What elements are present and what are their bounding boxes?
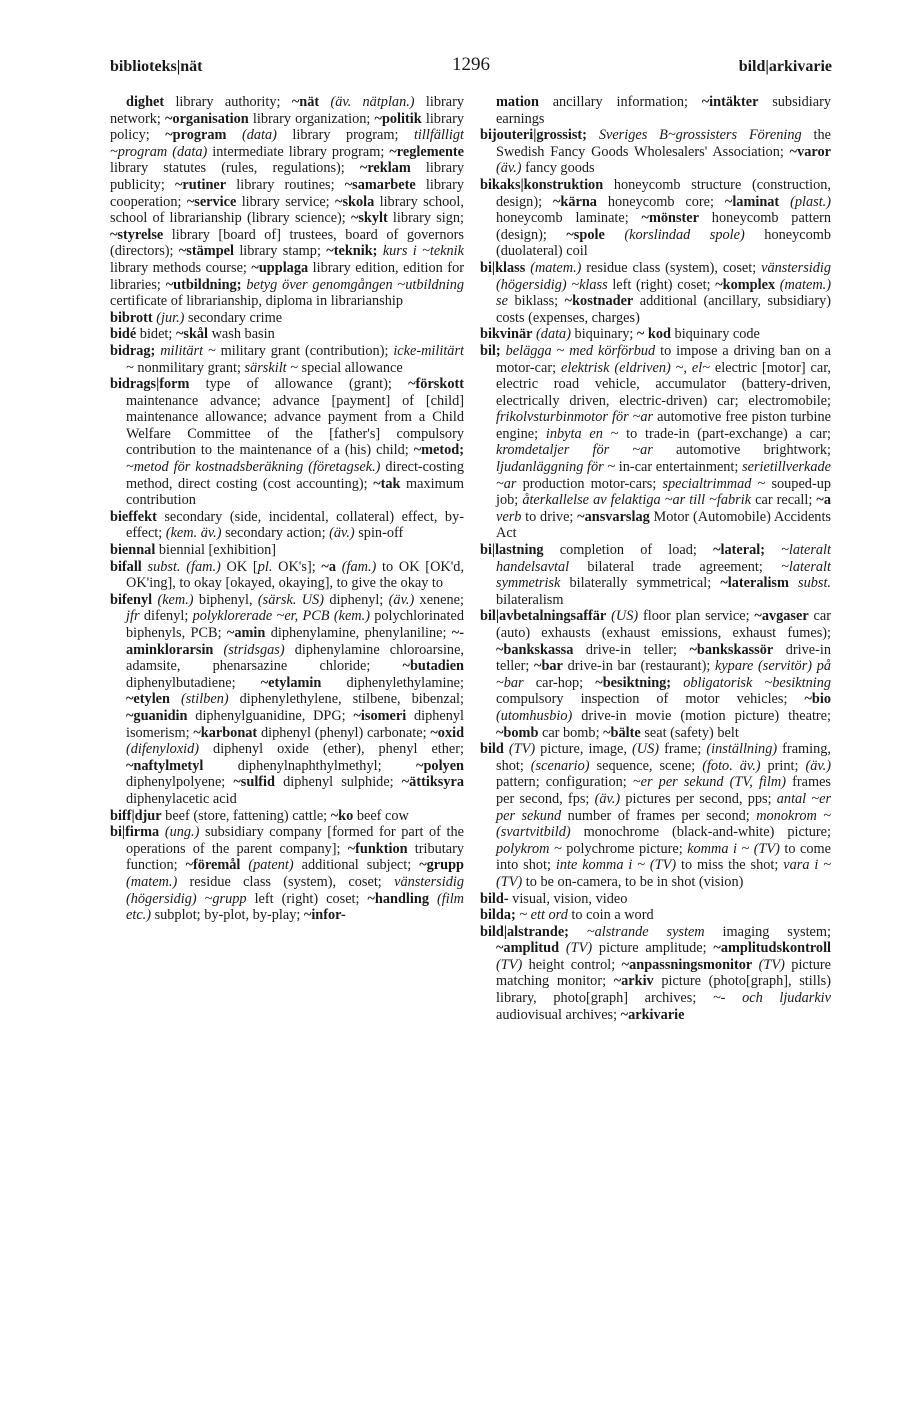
dictionary-entry: bifall subst. (fam.) OK [pl. OK's]; ~a (fam.) to OK [OK'd, OK'ing], to okay [okayed, okaying], to give the okay to <box>110 558 464 592</box>
header-last-entry: bild|arkivarie <box>738 58 832 75</box>
dictionary-entry: bil|avbetalningsaffär (US) floor plan service; ~avgaser car (auto) exhausts (exhaust emissions, exhaust fumes); ~bankskassa drive-in teller; ~bankskassör drive-in teller; ~bar drive-in bar (restaurant); kypare (servitör) på ~bar car-hop; ~besiktning; obligatorisk ~besiktning compulsory inspection of motor vehicles; ~bio (utomhusbio) drive-in movie (motion picture) theatre; ~bomb car bomb; ~bälte seat (safety) belt <box>480 608 831 741</box>
dictionary-entry: bi|firma (ung.) subsidiary company [formed for part of the operations of the parent company]; ~funktion tributary function; ~föremål (patent) additional subject; ~grupp (matem.) residue class (system), coset; vänstersidig (högersidig) ~grupp left (right) coset; ~handling (film etc.) subplot; by-plot, by-play; ~infor- <box>110 824 464 924</box>
header-first-entry: biblioteks|nät <box>110 58 203 75</box>
dictionary-entry: bidrags|form type of allowance (grant); ~förskott maintenance advance; advance [payment] of [child] maintenance allowance; advance payment from a Child Welfare Committee of the [father's] compulsory contribution to the maintenance of a (his) child; ~metod; ~metod för kostnadsberäkning (företagsek.) direct-costing method, direct costing (cost accounting); ~tak maximum contribution <box>110 376 464 509</box>
dictionary-entry: bikaks|konstruktion honeycomb structure (construction, design); ~kärna honeycomb core; ~laminat (plast.) honeycomb laminate; ~mönster honeycomb pattern (design); ~spole (korslindad spole) honeycomb (duolateral) coil <box>480 176 831 260</box>
dictionary-entry: bild (TV) picture, image, (US) frame; (inställning) framing, shot; (scenario) sequence, scene; (foto. äv.) print; (äv.) pattern; configuration; ~er per sekund (TV, film) frames per second, fps; (äv.) pictures per second, pps; antal ~er per sekund number of frames per second; monokrom ~ (svartvitbild) monochrome (black-and-white) picture; polykrom ~ polychrome picture; komma i ~ (TV) to come into shot; inte komma i ~ (TV) to miss the shot; vara i ~ (TV) to be on-camera, to be in shot (vision) <box>480 741 831 890</box>
running-header <box>110 54 832 84</box>
dictionary-entry: bi|klass (matem.) residue class (system), coset; vänstersidig (högersidig) ~klass left (right) coset; ~komplex (matem.) se biklass; ~kostnader additional (ancillary, subsidiary) costs (expenses, charges) <box>480 259 831 326</box>
dictionary-entry: bifenyl (kem.) biphenyl, (särsk. US) diphenyl; (äv.) xenene; jfr difenyl; polyklorerade ~er, PCB (kem.) polychlorinated biphenyls, PCB; ~amin diphenylamine, phenylaniline; ~-aminklorarsin (stridsgas) diphenylamine chloroarsine, adamsite, phenarsazine chloride; ~butadien diphenylbutadiene; ~etylamin diphenylethylamine; ~etylen (stilben) diphenylethylene, stilbene, bibenzal; ~guanidin diphenylguanidine, DPG; ~isomeri diphenyl isomerism; ~karbonat diphenyl (phenyl) carbonate; ~oxid (difenyloxid) diphenyl oxide (ether), phenyl ether; ~naftylmetyl diphenylnaphthylmethyl; ~polyen diphenylpolyene; ~sulfid diphenyl sulphide; ~ättiksyra diphenylacetic acid <box>110 591 464 807</box>
dictionary-entry: bil; belägga ~ med körförbud to impose a driving ban on a motor-car; elektrisk (eldriven) ~, el~ electric [motor] car, electric road vehicle, accumulator (battery-driven, electrically driven, electric-driven) car; electromobile; frikolvsturbinmotor för ~ar automotive free piston turbine engine; inbyta en ~ to trade-in (part-exchange) a car; kromdetaljer för ~ar automotive brightwork; ljudanläggning för ~ in-car entertainment; serietillverkade ~ar production motor-cars; specialtrimmad ~ souped-up job; återkallelse av felaktiga ~ar till ~fabrik car recall; ~a verb to drive; ~ansvarslag Motor (Automobile) Accidents Act <box>480 342 831 542</box>
dictionary-entry: dighet library authority; ~nät (äv. nätplan.) library network; ~organisation library organization; ~politik library policy; ~program (data) library program; tillfälligt ~program (data) intermediate library program; ~reglemente library statutes (rules, regulations); ~reklam library publicity; ~rutiner library routines; ~samarbete library cooperation; ~service library service; ~skola library school, school of librarianship (library science); ~skylt library sign; ~styrelse library [board of] trustees, board of governors (directors); ~stämpel library stamp; ~teknik; kurs i ~teknik library methods course; ~upplaga library edition, edition for libraries; ~utbildning; betyg över genomgången ~utbildning certificate of librarianship, diploma in librarianship <box>110 94 464 310</box>
dictionary-entry: biff|djur beef (store, fattening) cattle; ~ko beef cow <box>110 807 409 824</box>
dictionary-entry: bibrott (jur.) secondary crime <box>110 309 283 326</box>
dictionary-entry: bikvinär (data) biquinary; ~ kod biquinary code <box>480 326 760 343</box>
left-column <box>110 94 464 1394</box>
dictionary-entry: bild|alstrande; ~alstrande system imaging system; ~amplitud (TV) picture amplitude; ~amplitudskontroll (TV) height control; ~anpassningsmonitor (TV) picture matching monitor; ~arkiv picture (photo[graph], stills) library, photo[graph] archives; ~- och ljudarkiv audiovisual archives; ~arkivarie <box>480 923 831 1023</box>
dictionary-entry: mation ancillary information; ~intäkter subsidiary earnings <box>496 94 831 127</box>
dictionary-entry: biennal biennial [exhibition] <box>110 542 276 559</box>
dictionary-entry: bijouteri|grossist; Sveriges B~grossisters Förening the Swedish Fancy Goods Wholesalers' Association; ~varor (äv.) fancy goods <box>480 127 831 177</box>
dictionary-entry: bild- visual, vision, video <box>480 890 628 907</box>
dictionary-entry: bidrag; militärt ~ military grant (contribution); icke-militärt ~ nonmilitary grant; särskilt ~ special allowance <box>110 342 464 376</box>
dictionary-entry: bilda; ~ ett ord to coin a word <box>480 907 654 924</box>
dictionary-entry: bi|lastning completion of load; ~lateral; ~lateralt handelsavtal bilateral trade agreement; ~lateralt symmetrisk bilaterally symmetrical; ~lateralism subst. bilateralism <box>480 542 831 608</box>
right-column <box>480 94 831 1394</box>
dictionary-entry: bieffekt secondary (side, incidental, collateral) effect, by-effect; (kem. äv.) secondary action; (äv.) spin-off <box>110 508 464 542</box>
dictionary-entry: bidé bidet; ~skål wash basin <box>110 326 275 343</box>
page-number: 1296 <box>452 54 490 75</box>
